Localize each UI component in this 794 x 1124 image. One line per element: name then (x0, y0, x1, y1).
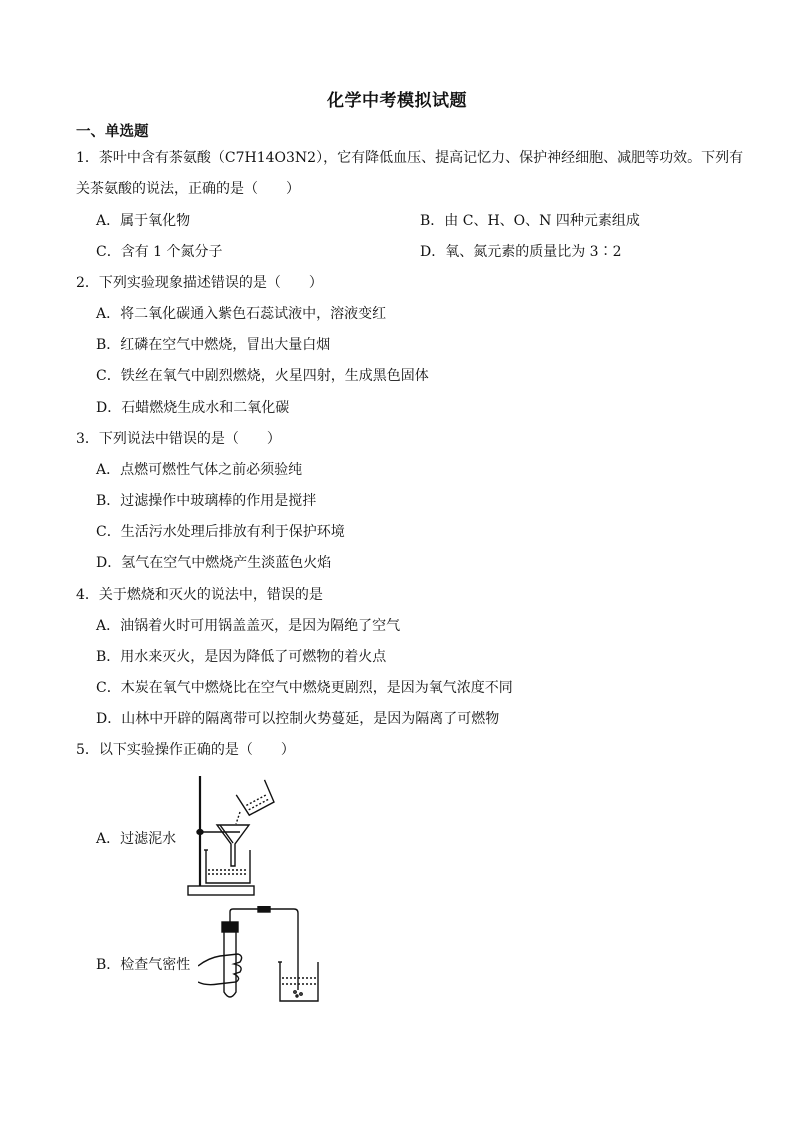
q5-option-b: B．检查气密性 (96, 957, 191, 973)
test-tube (224, 928, 236, 997)
airtightness-check-figure (198, 906, 328, 1006)
q2-option-d: D．石蜡燃烧生成水和二氧化碳 (96, 400, 290, 416)
q3-option-a: A．点燃可燃性气体之前必须验纯 (96, 462, 303, 478)
water-beaker (280, 962, 318, 1001)
q5-stem: 5．以下实验操作正确的是（ ） (76, 742, 295, 758)
q4-option-d: D．山林中开辟的隔离带可以控制火势蔓延，是因为隔离了可燃物 (96, 711, 500, 727)
stand-base (188, 886, 254, 895)
funnel (217, 825, 249, 866)
q1-stem-line1: 1．茶叶中含有茶氨酸（C7H14O3N2），它有降低血压、提高记忆力、保护神经细胞、减肥等功效。下列有 (76, 150, 744, 166)
q4-option-a: A．油锅着火时可用锅盖盖灭，是因为隔绝了空气 (96, 618, 401, 634)
q5-option-a: A．过滤泥水 (96, 831, 177, 847)
q4-option-c: C．木炭在氧气中燃烧比在空气中燃烧更剧烈，是因为氧气浓度不同 (96, 680, 513, 696)
q1-stem-line2: 关茶氨酸的说法，正确的是（ ） (76, 181, 300, 197)
q4-option-b: B．用水来灭火，是因为降低了可燃物的着火点 (96, 649, 387, 665)
receiving-beaker (206, 850, 250, 883)
filtration-apparatus-figure (184, 770, 284, 898)
rubber-stopper (222, 922, 238, 932)
q2-option-b: B．红磷在空气中燃烧，冒出大量白烟 (96, 337, 331, 353)
q3-option-b: B．过滤操作中玻璃棒的作用是搅拌 (96, 493, 317, 509)
q1-option-c: C．含有 1 个氮分子 (96, 244, 223, 260)
q2-option-c: C．铁丝在氧气中剧烈燃烧，火星四射，生成黑色固体 (96, 368, 429, 384)
q2-option-a: A．将二氧化碳通入紫色石蕊试液中，溶液变红 (96, 306, 387, 322)
q1-option-a: A．属于氧化物 (96, 213, 191, 229)
q4-stem: 4．关于燃烧和灭火的说法中，错误的是 (76, 587, 323, 603)
page-title: 化学中考模拟试题 (327, 91, 467, 111)
q2-stem: 2．下列实验现象描述错误的是（ ） (76, 275, 323, 291)
q1-option-d: D．氧、氮元素的质量比为 3∶2 (420, 244, 622, 260)
q1-option-b: B．由 C、H、O、N 四种元素组成 (420, 213, 640, 229)
q3-option-c: C．生活污水处理后排放有利于保护环境 (96, 524, 345, 540)
q3-option-d: D．氢气在空气中燃烧产生淡蓝色火焰 (96, 555, 332, 571)
pouring-beaker (236, 780, 276, 816)
section-heading: 一、单选题 (76, 124, 149, 140)
hand (198, 954, 242, 985)
q3-stem: 3．下列说法中错误的是（ ） (76, 431, 281, 447)
